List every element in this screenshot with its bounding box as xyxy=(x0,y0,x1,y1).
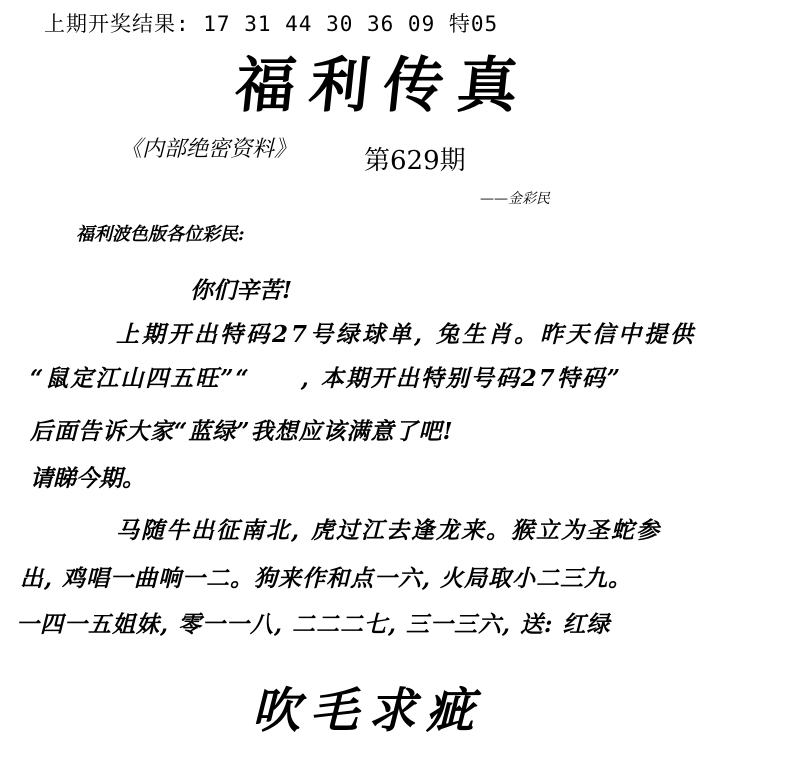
body-line: 出, 鸡唱一曲响一二。狗来作和点一六, 火局取小二三九。 xyxy=(20,565,633,592)
footer-motto: 吹毛求疵 xyxy=(252,683,485,739)
body-line: 你们辛苦! xyxy=(190,277,293,304)
confidential-subtitle: 《内部绝密资料》 xyxy=(120,137,297,162)
last-draw-result: 上期开奖结果: 17 31 44 30 36 09 特05 xyxy=(44,12,499,36)
body-line: 马随牛出征南北, 虎过江去逢龙来。猴立为圣蛇参 xyxy=(116,517,662,544)
letter-greeting: 福利波色版各位彩民: xyxy=(76,224,245,245)
body-line: 请睇今期。 xyxy=(30,465,145,492)
body-line: 上期开出特码27号绿球单, 兔生肖。昨天信中提供 xyxy=(116,321,697,348)
body-line: 一四一五姐妹, 零一一八, 二二二七, 三一三六, 送: 红绿 xyxy=(16,611,611,638)
author-signature: ——金彩民 xyxy=(480,191,550,207)
body-line: “鼠定江山四五旺”“ , 本期开出特别号码27特码” xyxy=(30,365,622,392)
issue-number: 第629期 xyxy=(364,146,466,176)
masthead-title: 福利传真 xyxy=(231,51,536,121)
body-line: 后面告诉大家“蓝绿”我想应该满意了吧! xyxy=(30,418,454,445)
